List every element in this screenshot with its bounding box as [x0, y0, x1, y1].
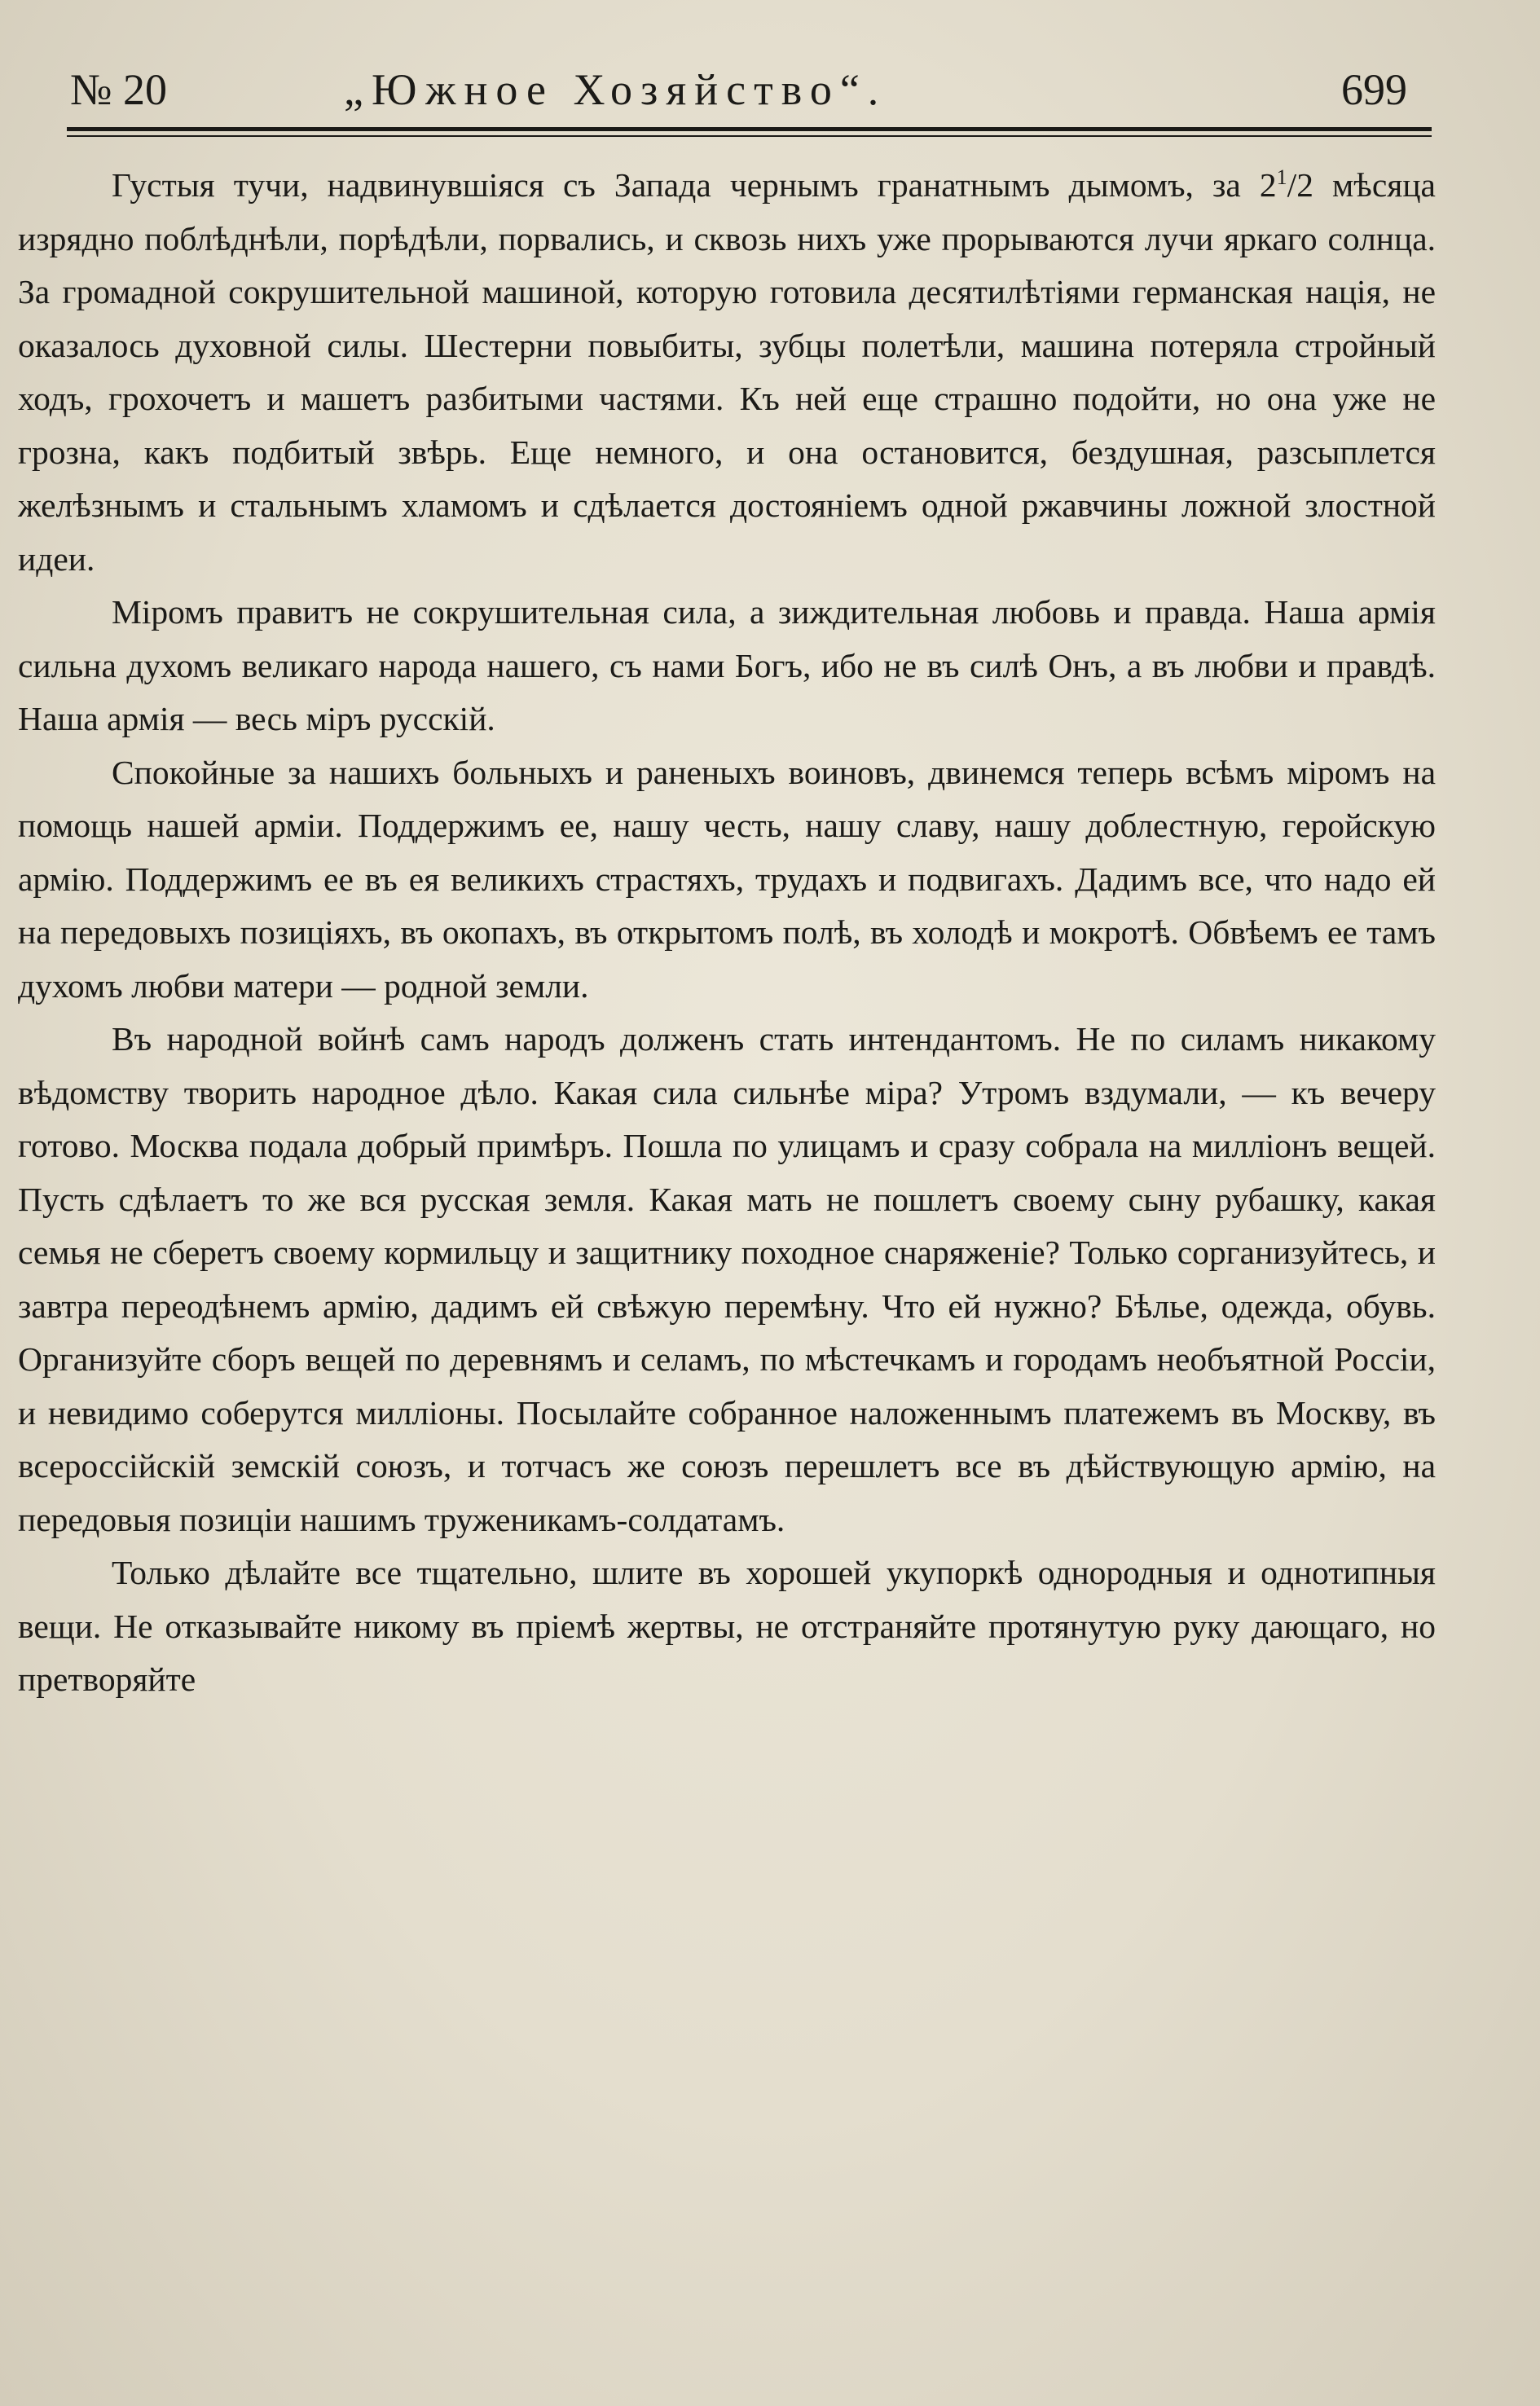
fraction-numerator: 1	[1276, 165, 1287, 190]
paragraph-1-text-start: Густыя тучи, надвинувшіяся съ Запада чернымъ гранатнымъ дымомъ, за 2	[112, 166, 1277, 204]
paragraph-2: Міромъ правитъ не сокрушительная сила, а зиждительная любовь и правда. Наша армія сильна духомъ великаго народа нашего, съ нами Богъ, ибо не въ силѣ Онъ, а въ любви и правдѣ. Наша армія — весь міръ русскій.	[18, 593, 1436, 737]
header-rule-thin	[67, 135, 1432, 137]
header-rule-thick	[67, 127, 1432, 131]
article-body	[18, 159, 1436, 1707]
paragraph-3: Спокойные за нашихъ больныхъ и раненыхъ воиновъ, двинемся теперь всѣмъ міромъ на помощь нашей арміи. Поддержимъ ее, нашу честь, нашу славу, нашу доблестную, геройскую армію. Поддержимъ ее въ ея великихъ страстяхъ, трудахъ и подвигахъ. Дадимъ все, что надо ей на передовыхъ позиціяхъ, въ окопахъ, въ открытомъ полѣ, въ холодѣ и мокротѣ. Обвѣемъ ее тамъ духомъ любви матери — родной земли.	[18, 753, 1436, 1005]
page-header	[67, 51, 1432, 132]
journal-title: „Южное Хозяйство“.	[344, 65, 887, 114]
issue-number: № 20	[70, 65, 168, 114]
page-number: 699	[1341, 65, 1407, 114]
paragraph-1-text-end: /2 мѣсяца изрядно поблѣднѣли, порѣдѣли, порвались, и сквозь нихъ уже прорываются лучи яркаго солнца. За громадной сокрушительной машиной, которую готовила десятилѣтіями германская нація, не оказалось духовной силы. Шестерни повыбиты, зубцы полетѣли, машина потеряла стройный ходъ, грохочетъ и машетъ разбитыми частями. Къ ней еще страшно подойти, но она уже не грозна, какъ подбитый звѣрь. Еще немного, и она остановится, бездушная, разсыплется желѣзнымъ и стальнымъ хламомъ и сдѣлается достояніемъ одной ржавчины ложной злостной идеи.	[18, 166, 1436, 578]
paragraph-5: Только дѣлайте все тщательно, шлите въ хорошей укупоркѣ однородныя и однотипныя вещи. Не отказывайте никому въ пріемѣ жертвы, не отстраняйте протянутую руку дающаго, но претворяйте	[18, 1554, 1436, 1698]
paragraph-4: Въ народной войнѣ самъ народъ долженъ стать интендантомъ. Не по силамъ никакому вѣдомству творить народное дѣло. Какая сила сильнѣе міра? Утромъ вздумали, — къ вечеру готово. Москва подала добрый примѣръ. Пошла по улицамъ и сразу собрала на милліонъ вещей. Пусть сдѣлаетъ то же вся русская земля. Какая мать не пошлетъ своему сыну рубашку, какая семья не сберетъ своему кормильцу и защитнику походное снаряженіе? Только сорганизуйтесь, и завтра переодѣнемъ армію, дадимъ ей свѣжую перемѣну. Что ей нужно? Бѣлье, одежда, обувь. Организуйте сборъ вещей по деревнямъ и селамъ, по мѣстечкамъ и городамъ необъятной Россіи, и невидимо соберутся милліоны. Посылайте собранное наложеннымъ платежемъ въ Москву, въ всероссійскій земскій союзъ, и тотчасъ же союзъ перешлетъ все въ дѣйствующую армію, на передовыя позиціи нашимъ труженикамъ-солдатамъ.	[18, 1020, 1436, 1538]
paragraph-1	[18, 159, 1436, 586]
